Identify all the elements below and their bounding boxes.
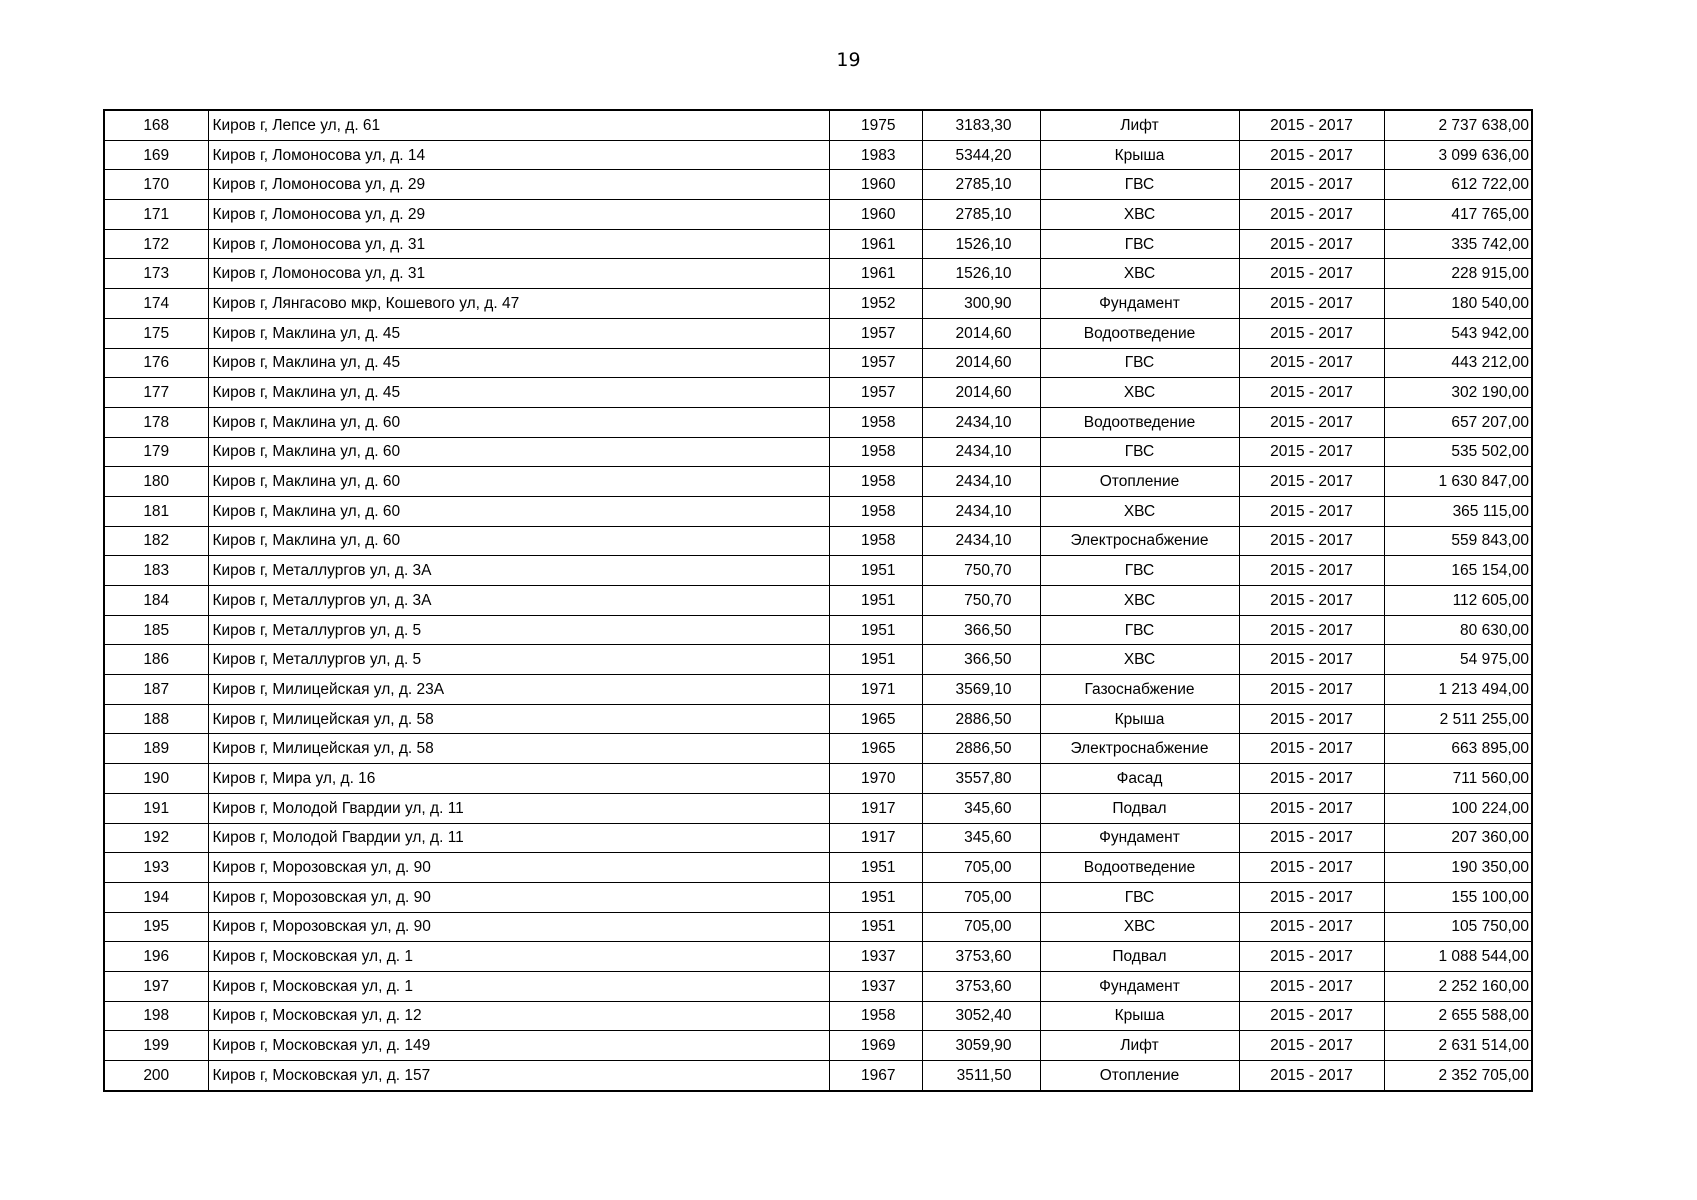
row-number-cell: 180 xyxy=(104,467,208,497)
build-year-cell: 1937 xyxy=(829,971,922,1001)
cost-cell: 2 252 160,00 xyxy=(1384,971,1532,1001)
build-year-cell: 1958 xyxy=(829,1001,922,1031)
cost-cell: 443 212,00 xyxy=(1384,348,1532,378)
row-number-cell: 182 xyxy=(104,526,208,556)
cost-cell: 105 750,00 xyxy=(1384,912,1532,942)
area-cell: 3059,90 xyxy=(922,1031,1040,1061)
work-type-cell: ХВС xyxy=(1040,912,1239,942)
work-type-cell: Лифт xyxy=(1040,110,1239,140)
build-year-cell: 1965 xyxy=(829,734,922,764)
cost-cell: 711 560,00 xyxy=(1384,764,1532,794)
row-number-cell: 168 xyxy=(104,110,208,140)
work-type-cell: Лифт xyxy=(1040,1031,1239,1061)
area-cell: 300,90 xyxy=(922,289,1040,319)
address-cell: Киров г, Ломоносова ул, д. 31 xyxy=(208,259,829,289)
work-type-cell: Подвал xyxy=(1040,793,1239,823)
row-number-cell: 187 xyxy=(104,675,208,705)
address-cell: Киров г, Металлургов ул, д. 3А xyxy=(208,556,829,586)
row-number-cell: 173 xyxy=(104,259,208,289)
work-type-cell: ГВС xyxy=(1040,348,1239,378)
period-cell: 2015 - 2017 xyxy=(1239,882,1384,912)
area-cell: 345,60 xyxy=(922,823,1040,853)
work-type-cell: ГВС xyxy=(1040,170,1239,200)
row-number-cell: 184 xyxy=(104,586,208,616)
work-type-cell: Подвал xyxy=(1040,942,1239,972)
period-cell: 2015 - 2017 xyxy=(1239,675,1384,705)
row-number-cell: 193 xyxy=(104,853,208,883)
row-number-cell: 195 xyxy=(104,912,208,942)
row-number-cell: 171 xyxy=(104,200,208,230)
build-year-cell: 1957 xyxy=(829,318,922,348)
table-row xyxy=(104,882,1532,912)
period-cell: 2015 - 2017 xyxy=(1239,229,1384,259)
area-cell: 705,00 xyxy=(922,882,1040,912)
work-type-cell: ГВС xyxy=(1040,556,1239,586)
table-row xyxy=(104,496,1532,526)
row-number-cell: 194 xyxy=(104,882,208,912)
build-year-cell: 1958 xyxy=(829,496,922,526)
build-year-cell: 1937 xyxy=(829,942,922,972)
area-cell: 2434,10 xyxy=(922,437,1040,467)
build-year-cell: 1951 xyxy=(829,586,922,616)
address-cell: Киров г, Милицейская ул, д. 58 xyxy=(208,704,829,734)
table-row xyxy=(104,764,1532,794)
cost-cell: 302 190,00 xyxy=(1384,378,1532,408)
build-year-cell: 1969 xyxy=(829,1031,922,1061)
build-year-cell: 1951 xyxy=(829,912,922,942)
build-year-cell: 1961 xyxy=(829,259,922,289)
row-number-cell: 186 xyxy=(104,645,208,675)
cost-cell: 417 765,00 xyxy=(1384,200,1532,230)
period-cell: 2015 - 2017 xyxy=(1239,110,1384,140)
table-row xyxy=(104,407,1532,437)
period-cell: 2015 - 2017 xyxy=(1239,496,1384,526)
area-cell: 3569,10 xyxy=(922,675,1040,705)
work-type-cell: Водоотведение xyxy=(1040,407,1239,437)
build-year-cell: 1970 xyxy=(829,764,922,794)
cost-cell: 228 915,00 xyxy=(1384,259,1532,289)
row-number-cell: 200 xyxy=(104,1061,208,1091)
table-row xyxy=(104,318,1532,348)
address-cell: Киров г, Мира ул, д. 16 xyxy=(208,764,829,794)
address-cell: Киров г, Маклина ул, д. 60 xyxy=(208,407,829,437)
cost-cell: 2 352 705,00 xyxy=(1384,1061,1532,1091)
work-type-cell: Фасад xyxy=(1040,764,1239,794)
period-cell: 2015 - 2017 xyxy=(1239,586,1384,616)
address-cell: Киров г, Милицейская ул, д. 23А xyxy=(208,675,829,705)
build-year-cell: 1965 xyxy=(829,704,922,734)
cost-cell: 155 100,00 xyxy=(1384,882,1532,912)
table-row xyxy=(104,140,1532,170)
period-cell: 2015 - 2017 xyxy=(1239,704,1384,734)
row-number-cell: 172 xyxy=(104,229,208,259)
work-type-cell: Крыша xyxy=(1040,704,1239,734)
work-type-cell: ГВС xyxy=(1040,229,1239,259)
cost-cell: 657 207,00 xyxy=(1384,407,1532,437)
table-row xyxy=(104,378,1532,408)
address-cell: Киров г, Маклина ул, д. 60 xyxy=(208,496,829,526)
address-cell: Киров г, Московская ул, д. 157 xyxy=(208,1061,829,1091)
address-cell: Киров г, Металлургов ул, д. 5 xyxy=(208,645,829,675)
table-row xyxy=(104,823,1532,853)
period-cell: 2015 - 2017 xyxy=(1239,526,1384,556)
cost-cell: 190 350,00 xyxy=(1384,853,1532,883)
row-number-cell: 174 xyxy=(104,289,208,319)
build-year-cell: 1917 xyxy=(829,823,922,853)
area-cell: 345,60 xyxy=(922,793,1040,823)
row-number-cell: 192 xyxy=(104,823,208,853)
table-row xyxy=(104,1061,1532,1091)
build-year-cell: 1952 xyxy=(829,289,922,319)
address-cell: Киров г, Маклина ул, д. 60 xyxy=(208,526,829,556)
cost-cell: 3 099 636,00 xyxy=(1384,140,1532,170)
period-cell: 2015 - 2017 xyxy=(1239,823,1384,853)
work-type-cell: ХВС xyxy=(1040,496,1239,526)
table-row xyxy=(104,853,1532,883)
cost-cell: 80 630,00 xyxy=(1384,615,1532,645)
address-cell: Киров г, Маклина ул, д. 60 xyxy=(208,467,829,497)
work-type-cell: Газоснабжение xyxy=(1040,675,1239,705)
cost-cell: 2 631 514,00 xyxy=(1384,1031,1532,1061)
cost-cell: 2 737 638,00 xyxy=(1384,110,1532,140)
address-cell: Киров г, Морозовская ул, д. 90 xyxy=(208,853,829,883)
work-type-cell: Электроснабжение xyxy=(1040,734,1239,764)
build-year-cell: 1961 xyxy=(829,229,922,259)
row-number-cell: 191 xyxy=(104,793,208,823)
work-type-cell: Фундамент xyxy=(1040,823,1239,853)
cost-cell: 54 975,00 xyxy=(1384,645,1532,675)
area-cell: 3511,50 xyxy=(922,1061,1040,1091)
row-number-cell: 189 xyxy=(104,734,208,764)
row-number-cell: 199 xyxy=(104,1031,208,1061)
period-cell: 2015 - 2017 xyxy=(1239,615,1384,645)
period-cell: 2015 - 2017 xyxy=(1239,912,1384,942)
period-cell: 2015 - 2017 xyxy=(1239,942,1384,972)
work-type-cell: ХВС xyxy=(1040,645,1239,675)
work-type-cell: ХВС xyxy=(1040,378,1239,408)
address-cell: Киров г, Маклина ул, д. 45 xyxy=(208,378,829,408)
area-cell: 3753,60 xyxy=(922,942,1040,972)
area-cell: 2434,10 xyxy=(922,467,1040,497)
build-year-cell: 1957 xyxy=(829,378,922,408)
area-cell: 2014,60 xyxy=(922,378,1040,408)
cost-cell: 543 942,00 xyxy=(1384,318,1532,348)
cost-cell: 1 088 544,00 xyxy=(1384,942,1532,972)
period-cell: 2015 - 2017 xyxy=(1239,853,1384,883)
period-cell: 2015 - 2017 xyxy=(1239,793,1384,823)
row-number-cell: 185 xyxy=(104,615,208,645)
area-cell: 2014,60 xyxy=(922,348,1040,378)
period-cell: 2015 - 2017 xyxy=(1239,467,1384,497)
period-cell: 2015 - 2017 xyxy=(1239,1061,1384,1091)
work-type-cell: Отопление xyxy=(1040,1061,1239,1091)
row-number-cell: 176 xyxy=(104,348,208,378)
build-year-cell: 1983 xyxy=(829,140,922,170)
cost-cell: 112 605,00 xyxy=(1384,586,1532,616)
row-number-cell: 190 xyxy=(104,764,208,794)
period-cell: 2015 - 2017 xyxy=(1239,734,1384,764)
build-year-cell: 1960 xyxy=(829,200,922,230)
row-number-cell: 177 xyxy=(104,378,208,408)
area-cell: 2886,50 xyxy=(922,704,1040,734)
cost-cell: 207 360,00 xyxy=(1384,823,1532,853)
address-cell: Киров г, Московская ул, д. 149 xyxy=(208,1031,829,1061)
area-cell: 2785,10 xyxy=(922,170,1040,200)
build-year-cell: 1957 xyxy=(829,348,922,378)
area-cell: 2434,10 xyxy=(922,526,1040,556)
area-cell: 366,50 xyxy=(922,615,1040,645)
table-row xyxy=(104,942,1532,972)
cost-cell: 365 115,00 xyxy=(1384,496,1532,526)
table-row xyxy=(104,645,1532,675)
table-row xyxy=(104,437,1532,467)
period-cell: 2015 - 2017 xyxy=(1239,259,1384,289)
cost-cell: 1 630 847,00 xyxy=(1384,467,1532,497)
work-type-cell: ГВС xyxy=(1040,437,1239,467)
area-cell: 1526,10 xyxy=(922,259,1040,289)
build-year-cell: 1951 xyxy=(829,882,922,912)
work-type-cell: Водоотведение xyxy=(1040,318,1239,348)
address-cell: Киров г, Металлургов ул, д. 5 xyxy=(208,615,829,645)
table-row xyxy=(104,526,1532,556)
area-cell: 2785,10 xyxy=(922,200,1040,230)
build-year-cell: 1958 xyxy=(829,526,922,556)
work-type-cell: Электроснабжение xyxy=(1040,526,1239,556)
page-number: 19 xyxy=(836,49,861,71)
table-row xyxy=(104,229,1532,259)
period-cell: 2015 - 2017 xyxy=(1239,200,1384,230)
build-year-cell: 1975 xyxy=(829,110,922,140)
address-cell: Киров г, Московская ул, д. 1 xyxy=(208,942,829,972)
address-cell: Киров г, Молодой Гвардии ул, д. 11 xyxy=(208,823,829,853)
area-cell: 5344,20 xyxy=(922,140,1040,170)
row-number-cell: 169 xyxy=(104,140,208,170)
address-cell: Киров г, Маклина ул, д. 45 xyxy=(208,318,829,348)
table-row xyxy=(104,586,1532,616)
work-type-cell: ХВС xyxy=(1040,259,1239,289)
table-row xyxy=(104,1031,1532,1061)
period-cell: 2015 - 2017 xyxy=(1239,1001,1384,1031)
address-cell: Киров г, Металлургов ул, д. 3А xyxy=(208,586,829,616)
area-cell: 1526,10 xyxy=(922,229,1040,259)
cost-cell: 2 655 588,00 xyxy=(1384,1001,1532,1031)
cost-cell: 535 502,00 xyxy=(1384,437,1532,467)
period-cell: 2015 - 2017 xyxy=(1239,140,1384,170)
row-number-cell: 198 xyxy=(104,1001,208,1031)
row-number-cell: 196 xyxy=(104,942,208,972)
work-type-cell: Крыша xyxy=(1040,1001,1239,1031)
row-number-cell: 179 xyxy=(104,437,208,467)
row-number-cell: 183 xyxy=(104,556,208,586)
table-row xyxy=(104,110,1532,140)
work-type-cell: ХВС xyxy=(1040,586,1239,616)
table-row xyxy=(104,704,1532,734)
area-cell: 2434,10 xyxy=(922,496,1040,526)
period-cell: 2015 - 2017 xyxy=(1239,764,1384,794)
area-cell: 2434,10 xyxy=(922,407,1040,437)
address-cell: Киров г, Московская ул, д. 12 xyxy=(208,1001,829,1031)
address-cell: Киров г, Московская ул, д. 1 xyxy=(208,971,829,1001)
table-row xyxy=(104,1001,1532,1031)
area-cell: 366,50 xyxy=(922,645,1040,675)
table-row xyxy=(104,556,1532,586)
period-cell: 2015 - 2017 xyxy=(1239,556,1384,586)
work-type-cell: Фундамент xyxy=(1040,289,1239,319)
area-cell: 2014,60 xyxy=(922,318,1040,348)
table-body xyxy=(104,110,1532,1091)
build-year-cell: 1960 xyxy=(829,170,922,200)
table-row xyxy=(104,912,1532,942)
build-year-cell: 1917 xyxy=(829,793,922,823)
address-cell: Киров г, Ломоносова ул, д. 31 xyxy=(208,229,829,259)
address-cell: Киров г, Морозовская ул, д. 90 xyxy=(208,912,829,942)
table-row xyxy=(104,971,1532,1001)
row-number-cell: 178 xyxy=(104,407,208,437)
table-row xyxy=(104,348,1532,378)
repair-schedule-table xyxy=(103,109,1533,1092)
period-cell: 2015 - 2017 xyxy=(1239,437,1384,467)
address-cell: Киров г, Маклина ул, д. 45 xyxy=(208,348,829,378)
build-year-cell: 1951 xyxy=(829,556,922,586)
period-cell: 2015 - 2017 xyxy=(1239,645,1384,675)
cost-cell: 2 511 255,00 xyxy=(1384,704,1532,734)
area-cell: 3052,40 xyxy=(922,1001,1040,1031)
work-type-cell: ГВС xyxy=(1040,882,1239,912)
area-cell: 2886,50 xyxy=(922,734,1040,764)
row-number-cell: 175 xyxy=(104,318,208,348)
cost-cell: 1 213 494,00 xyxy=(1384,675,1532,705)
table-row xyxy=(104,793,1532,823)
row-number-cell: 170 xyxy=(104,170,208,200)
area-cell: 750,70 xyxy=(922,556,1040,586)
build-year-cell: 1967 xyxy=(829,1061,922,1091)
work-type-cell: Крыша xyxy=(1040,140,1239,170)
address-cell: Киров г, Лепсе ул, д. 61 xyxy=(208,110,829,140)
cost-cell: 100 224,00 xyxy=(1384,793,1532,823)
cost-cell: 335 742,00 xyxy=(1384,229,1532,259)
address-cell: Киров г, Ломоносова ул, д. 29 xyxy=(208,170,829,200)
build-year-cell: 1958 xyxy=(829,407,922,437)
row-number-cell: 197 xyxy=(104,971,208,1001)
period-cell: 2015 - 2017 xyxy=(1239,348,1384,378)
area-cell: 705,00 xyxy=(922,853,1040,883)
work-type-cell: Водоотведение xyxy=(1040,853,1239,883)
address-cell: Киров г, Морозовская ул, д. 90 xyxy=(208,882,829,912)
table-row xyxy=(104,615,1532,645)
period-cell: 2015 - 2017 xyxy=(1239,318,1384,348)
build-year-cell: 1958 xyxy=(829,437,922,467)
table-row xyxy=(104,734,1532,764)
address-cell: Киров г, Молодой Гвардии ул, д. 11 xyxy=(208,793,829,823)
cost-cell: 663 895,00 xyxy=(1384,734,1532,764)
cost-cell: 559 843,00 xyxy=(1384,526,1532,556)
work-type-cell: ХВС xyxy=(1040,200,1239,230)
table-row xyxy=(104,259,1532,289)
area-cell: 750,70 xyxy=(922,586,1040,616)
row-number-cell: 181 xyxy=(104,496,208,526)
area-cell: 705,00 xyxy=(922,912,1040,942)
cost-cell: 612 722,00 xyxy=(1384,170,1532,200)
area-cell: 3753,60 xyxy=(922,971,1040,1001)
cost-cell: 165 154,00 xyxy=(1384,556,1532,586)
address-cell: Киров г, Лянгасово мкр, Кошевого ул, д. 47 xyxy=(208,289,829,319)
table-row xyxy=(104,170,1532,200)
address-cell: Киров г, Маклина ул, д. 60 xyxy=(208,437,829,467)
period-cell: 2015 - 2017 xyxy=(1239,1031,1384,1061)
area-cell: 3557,80 xyxy=(922,764,1040,794)
address-cell: Киров г, Милицейская ул, д. 58 xyxy=(208,734,829,764)
period-cell: 2015 - 2017 xyxy=(1239,407,1384,437)
table-row xyxy=(104,200,1532,230)
period-cell: 2015 - 2017 xyxy=(1239,289,1384,319)
table-row xyxy=(104,675,1532,705)
address-cell: Киров г, Ломоносова ул, д. 14 xyxy=(208,140,829,170)
work-type-cell: Фундамент xyxy=(1040,971,1239,1001)
build-year-cell: 1971 xyxy=(829,675,922,705)
cost-cell: 180 540,00 xyxy=(1384,289,1532,319)
work-type-cell: ГВС xyxy=(1040,615,1239,645)
row-number-cell: 188 xyxy=(104,704,208,734)
address-cell: Киров г, Ломоносова ул, д. 29 xyxy=(208,200,829,230)
work-type-cell: Отопление xyxy=(1040,467,1239,497)
area-cell: 3183,30 xyxy=(922,110,1040,140)
period-cell: 2015 - 2017 xyxy=(1239,170,1384,200)
table-row xyxy=(104,289,1532,319)
period-cell: 2015 - 2017 xyxy=(1239,971,1384,1001)
table-row xyxy=(104,467,1532,497)
build-year-cell: 1958 xyxy=(829,467,922,497)
build-year-cell: 1951 xyxy=(829,615,922,645)
period-cell: 2015 - 2017 xyxy=(1239,378,1384,408)
build-year-cell: 1951 xyxy=(829,853,922,883)
build-year-cell: 1951 xyxy=(829,645,922,675)
